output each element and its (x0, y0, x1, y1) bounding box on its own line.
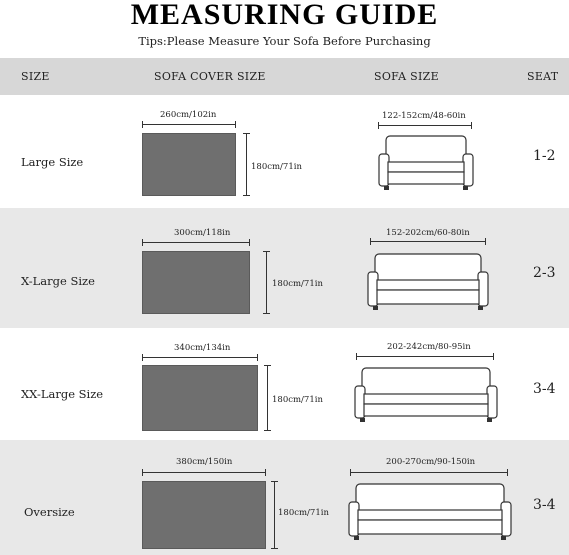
seat-count: 2-3 (533, 265, 556, 281)
cover-width-label: 260cm/102in (160, 110, 217, 120)
width-dimension-icon (142, 472, 266, 473)
cover-height-label: 180cm/71in (272, 279, 323, 289)
column-header-seat: SEAT (527, 70, 559, 83)
width-dimension-icon (142, 357, 258, 358)
height-dimension-icon (267, 365, 268, 431)
cover-height-label: 180cm/71in (278, 508, 329, 518)
width-dimension-icon (378, 125, 472, 126)
row-size-label: Oversize (24, 505, 75, 519)
height-dimension-icon (266, 251, 267, 314)
height-dimension-icon (246, 133, 247, 196)
cover-width-label: 380cm/150in (176, 457, 233, 467)
width-dimension-icon (356, 356, 494, 357)
page-title: MEASURING GUIDE (130, 0, 439, 31)
seat-count: 3-4 (533, 381, 556, 397)
width-dimension-icon (142, 124, 236, 125)
cover-height-label: 180cm/71in (251, 162, 302, 172)
sofa-icon (354, 366, 498, 424)
sofa-width-label: 200-270cm/90-150in (386, 457, 476, 467)
column-header-size: SIZE (21, 70, 50, 83)
cover-rectangle (142, 481, 266, 549)
cover-rectangle (142, 133, 236, 196)
cover-rectangle (142, 365, 258, 431)
row-size-label: XX-Large Size (21, 387, 104, 401)
cover-width-label: 340cm/134in (174, 343, 231, 353)
cover-width-label: 300cm/118in (174, 228, 231, 238)
width-dimension-icon (350, 472, 508, 473)
row-size-label: X-Large Size (21, 274, 95, 288)
width-dimension-icon (142, 242, 250, 243)
sofa-width-label: 202-242cm/80-95in (387, 342, 471, 352)
sofa-icon (348, 482, 512, 542)
sofa-width-label: 122-152cm/48-60in (382, 111, 466, 121)
height-dimension-icon (274, 481, 275, 549)
sofa-icon (367, 252, 489, 312)
cover-rectangle (142, 251, 250, 314)
row-large (0, 95, 569, 208)
column-header-cover: SOFA COVER SIZE (154, 70, 266, 83)
width-dimension-icon (370, 241, 486, 242)
column-header-sofa: SOFA SIZE (374, 70, 439, 83)
row-size-label: Large Size (21, 155, 84, 169)
seat-count: 3-4 (533, 497, 556, 513)
sofa-icon (378, 134, 474, 192)
cover-height-label: 180cm/71in (272, 395, 323, 405)
page-subtitle: Tips:Please Measure Your Sofa Before Purchasing (138, 34, 431, 48)
sofa-width-label: 152-202cm/60-80in (386, 228, 470, 238)
seat-count: 1-2 (533, 148, 556, 164)
column-header-band (0, 58, 569, 95)
